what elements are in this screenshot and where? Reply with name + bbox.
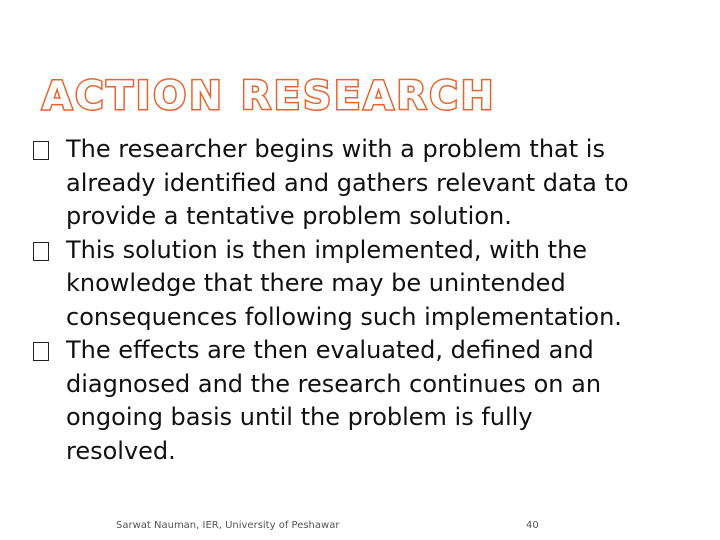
footer-author: Sarwat Nauman, IER, University of Peshawar xyxy=(116,520,340,531)
bullet-text: The effects are then evaluated, defined and diagnosed and the research continues on an ongoing basis until the problem is fully resolved. xyxy=(66,336,602,465)
bullet-square-icon xyxy=(33,141,49,160)
slide-title-svg xyxy=(40,68,680,118)
page-number: 40 xyxy=(526,520,539,531)
bullet-square-icon xyxy=(33,242,49,261)
bullet-text: The researcher begins with a problem that is already identified and gathers relevant data to provide a tentative problem solution. xyxy=(66,135,629,230)
bullet-text: This solution is then implemented, with the knowledge that there may be unintended consequences following such implementation. xyxy=(66,235,622,331)
bullet-square-icon xyxy=(33,342,49,361)
slide-footer xyxy=(0,520,720,536)
bullet-item xyxy=(30,234,630,335)
bullet-list xyxy=(30,133,630,468)
bullet-item xyxy=(30,334,630,468)
bullet-item xyxy=(30,133,630,234)
slide-title xyxy=(40,68,680,118)
slide-title-text: ACTION RESEARCH xyxy=(42,74,497,118)
